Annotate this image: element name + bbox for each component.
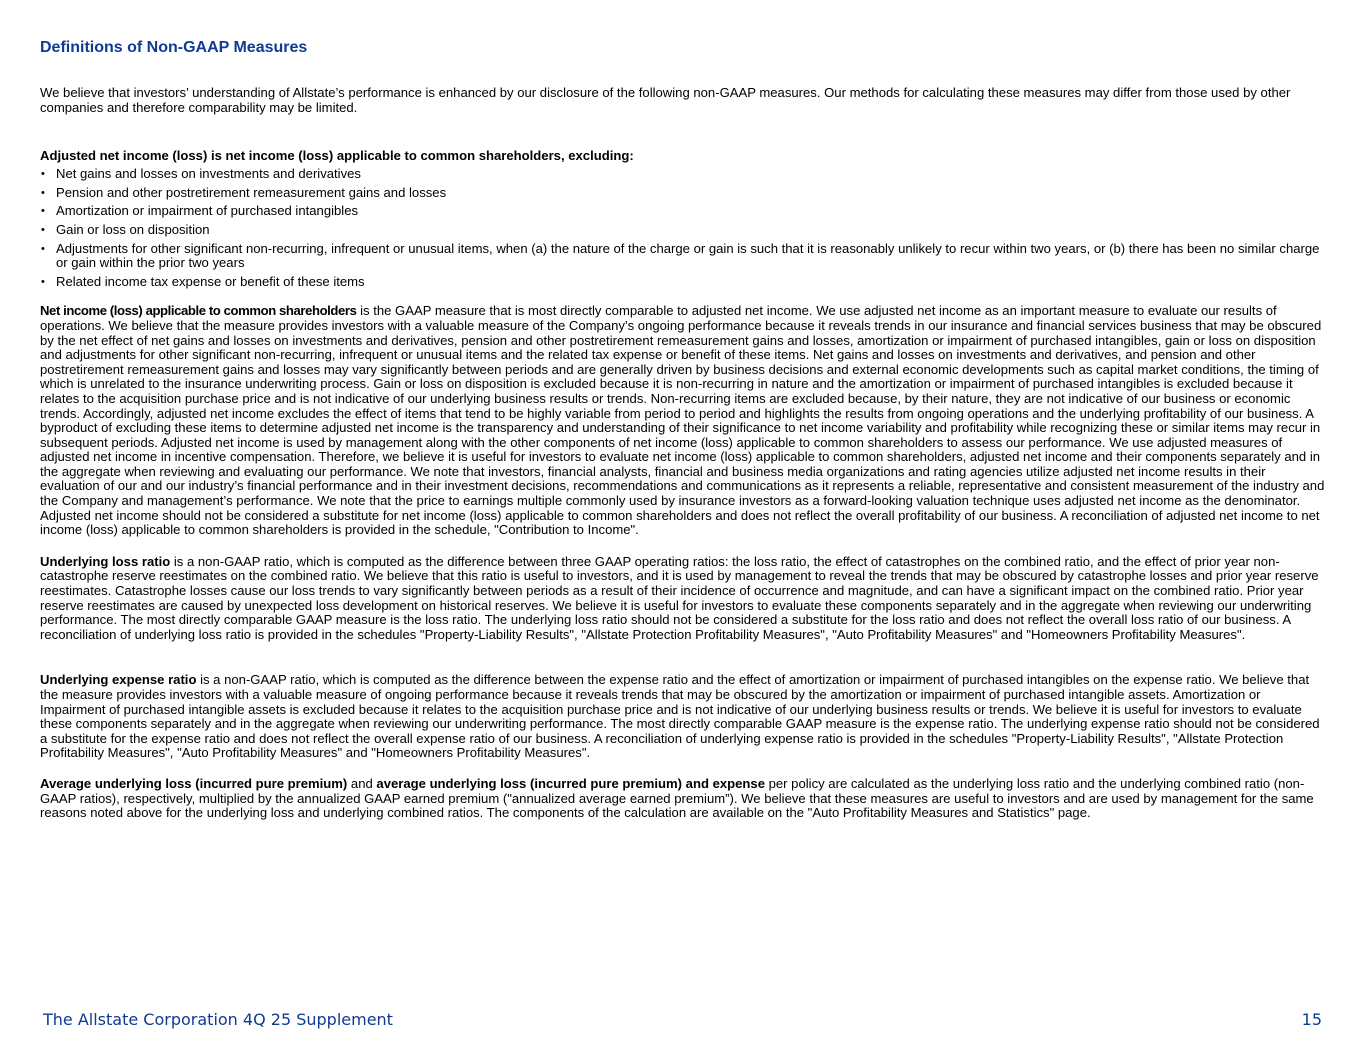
list-item bbox=[40, 242, 1328, 271]
bullet-icon: • bbox=[41, 275, 45, 288]
underlying-loss-text: is a non-GAAP ratio, which is computed as the difference between three GAAP operating ratios: the loss ratio, the effect of catastrophes on the combined ratio, and the effect of prior year non-catastrophe reserve reestimates on the combined ratio. We believe that this ratio is useful to investors, and it is used by management to reveal the trends that may be obscured by catastrophe losses and prior year reserve reestimates. Catastrophe losses cause our loss trends to vary significantly between periods as a result of their incidence of occurrence and magnitude, and can have a significant impact on the combined ratio. Prior year reserve reestimates are caused by unexpected loss development on historical reserves. We believe it is useful for investors to evaluate these components separately and in the aggregate when reviewing our underwriting performance. The most directly comparable GAAP measure is the loss ratio. The underlying loss ratio should not be considered a substitute for the loss ratio and does not reflect the overall loss ratio of our business. A reconciliation of underlying loss ratio is provided in the schedules "Property-Liability Results", "Allstate Protection Profitability Measures", "Auto Profitability Measures" and "Homeowners Profitability Measures". bbox=[40, 553, 1319, 642]
average-underlying-connector: and bbox=[347, 775, 377, 791]
intro-paragraph: We believe that investors’ understanding of Allstate’s performance is enhanced by our disclosure of the following non-GAAP measures. Our methods for calculating these measures may differ from those used by other companies and therefore comparability may be limited. bbox=[40, 85, 1291, 115]
exclusions-list bbox=[40, 167, 1328, 289]
net-income-text: is the GAAP measure that is most directly comparable to adjusted net income. We use adjusted net income as an important measure to evaluate our results of operations. We believe that the measure provides investors with a valuable measure of the Company’s ongoing performance because it reveals trends in our insurance and financial services business that may be obscured by the net effect of net gains and losses on investments and derivatives, pension and other postretirement remeasurement gains and losses, amortization or impairment of purchased intangibles, gain or loss on disposition and adjustments for other significant non-recurring, infrequent or unusual items and the related tax expense or benefit of these items. Net gains and losses on investments and derivatives, and pension and other postretirement remeasurement gains and losses may vary significantly between periods and are generally driven by business decisions and external economic developments such as capital market conditions, the timing of which is unrelated to the insurance underwriting process. Gain or loss on disposition is excluded because it is non-recurring in nature and the amortization or impairment of purchased intangibles is excluded because it relates to the acquisition purchase price and is not indicative of our underlying business results or trends. Non-recurring items are excluded because, by their nature, they are not indicative of our business or economic trends. Accordingly, adjusted net income excludes the effect of items that tend to be highly variable from period to period and highlights the results from ongoing operations and the underlying profitability of our business. A byproduct of excluding these items to determine adjusted net income is the transparency and understanding of their significance to net income variability and profitability while recognizing these or similar items may recur in subsequent periods. Adjusted net income is used by management along with the other components of net income (loss) applicable to common shareholders to assess our performance. We use adjusted measures of adjusted net income in incentive compensation. Therefore, we believe it is useful for investors to evaluate net income (loss) applicable to common shareholders, adjusted net income and their components separately and in the aggregate when reviewing and evaluating our performance. We note that investors, financial analysts, financial and business media organizations and rating agencies utilize adjusted net income results in their evaluation of our and our industry’s financial performance and in their investment decisions, recommendations and communications as it represents a reliable, representative and consistent measurement of the industry and the Company and management’s performance. We note that the price to earnings multiple commonly used by insurance investors as a forward-looking valuation technique uses adjusted net income as the denominator. Adjusted net income should not be considered a substitute for net income (loss) applicable to common shareholders and does not reflect the overall profitability of our business. A reconciliation of adjusted net income to net income (loss) applicable to common shareholders is provided in the schedule, "Contribution to Income". bbox=[40, 303, 1325, 538]
underlying-expense-paragraph bbox=[40, 673, 1328, 761]
list-item bbox=[40, 167, 1328, 182]
bullet-icon: • bbox=[41, 223, 45, 236]
list-item-text: Adjustments for other significant non-recurring, infrequent or unusual items, when (a) the nature of the charge or gain is such that it is reasonably unlikely to recur within two years, or (b) there has been no similar charge or gain within the prior two years bbox=[56, 240, 1320, 271]
underlying-expense-text: is a non-GAAP ratio, which is computed as the difference between the expense ratio and the effect of amortization or impairment of purchased intangibles on the expense ratio. We believe that the measure provides investors with a valuable measure of ongoing performance because it reveals trends that may be obscured by the amortization or impairment of purchased intangible assets. Amortization or Impairment of purchased intangible assets is excluded because it relates to the acquisition purchase price and is not indicative of our underlying business results or trends. We believe it is useful for investors to evaluate these components separately and in the aggregate when reviewing our underwriting performance. The most directly comparable GAAP measure is the expense ratio. The underlying expense ratio should not be considered a substitute for the expense ratio and does not reflect the overall expense ratio of our business. A reconciliation of underlying expense ratio is provided in the schedules "Property-Liability Results", "Allstate Protection Profitability Measures", "Auto Profitability Measures" and "Homeowners Profitability Measures". bbox=[40, 672, 1320, 761]
list-item-text: Amortization or impairment of purchased intangibles bbox=[56, 203, 359, 219]
average-underlying-expense-term: average underlying loss (incurred pure premium) and expense bbox=[376, 775, 765, 791]
adjusted-net-income-heading: Adjusted net income (loss) is net income (loss) applicable to common shareholders, excluding: bbox=[40, 148, 634, 164]
list-item bbox=[40, 275, 1328, 290]
average-underlying-paragraph bbox=[40, 777, 1328, 821]
bullet-icon: • bbox=[41, 186, 45, 199]
list-item bbox=[40, 186, 1328, 201]
net-income-term: Net income (loss) applicable to common shareholders bbox=[40, 303, 357, 319]
bullet-icon: • bbox=[41, 205, 45, 218]
list-item-text: Net gains and losses on investments and derivatives bbox=[56, 166, 361, 182]
underlying-loss-term: Underlying loss ratio bbox=[40, 553, 171, 569]
bullet-icon: • bbox=[41, 242, 45, 255]
footer-page-number: 15 bbox=[1301, 1010, 1322, 1029]
list-item-text: Related income tax expense or benefit of these items bbox=[56, 273, 365, 289]
page-title: Definitions of Non-GAAP Measures bbox=[40, 39, 308, 56]
underlying-loss-paragraph bbox=[40, 555, 1328, 643]
footer-document-title: The Allstate Corporation 4Q 25 Supplement bbox=[43, 1010, 393, 1029]
average-underlying-loss-term: Average underlying loss (incurred pure premium) bbox=[40, 775, 348, 791]
bullet-icon: • bbox=[41, 168, 45, 181]
page-footer bbox=[43, 1010, 1322, 1030]
document-page bbox=[40, 38, 1328, 821]
list-item-text: Gain or loss on disposition bbox=[56, 221, 210, 237]
list-item-text: Pension and other postretirement remeasurement gains and losses bbox=[56, 184, 447, 200]
average-underlying-text: per policy are calculated as the underlying loss ratio and the underlying combined ratio (non-GAAP ratios), respectively, multiplied by the annualized GAAP earned premium ("annualized average earned premium”). We believe that these measures are useful to investors and are used by management for the same reasons noted above for the underlying loss and underlying combined ratios. The components of the calculation are available on the "Auto Profitability Measures and Statistics" page. bbox=[40, 775, 1314, 821]
underlying-expense-term: Underlying expense ratio bbox=[40, 672, 197, 688]
net-income-paragraph bbox=[40, 304, 1328, 538]
adjusted-net-income-section bbox=[40, 148, 1328, 289]
list-item bbox=[40, 223, 1328, 238]
list-item bbox=[40, 204, 1328, 219]
